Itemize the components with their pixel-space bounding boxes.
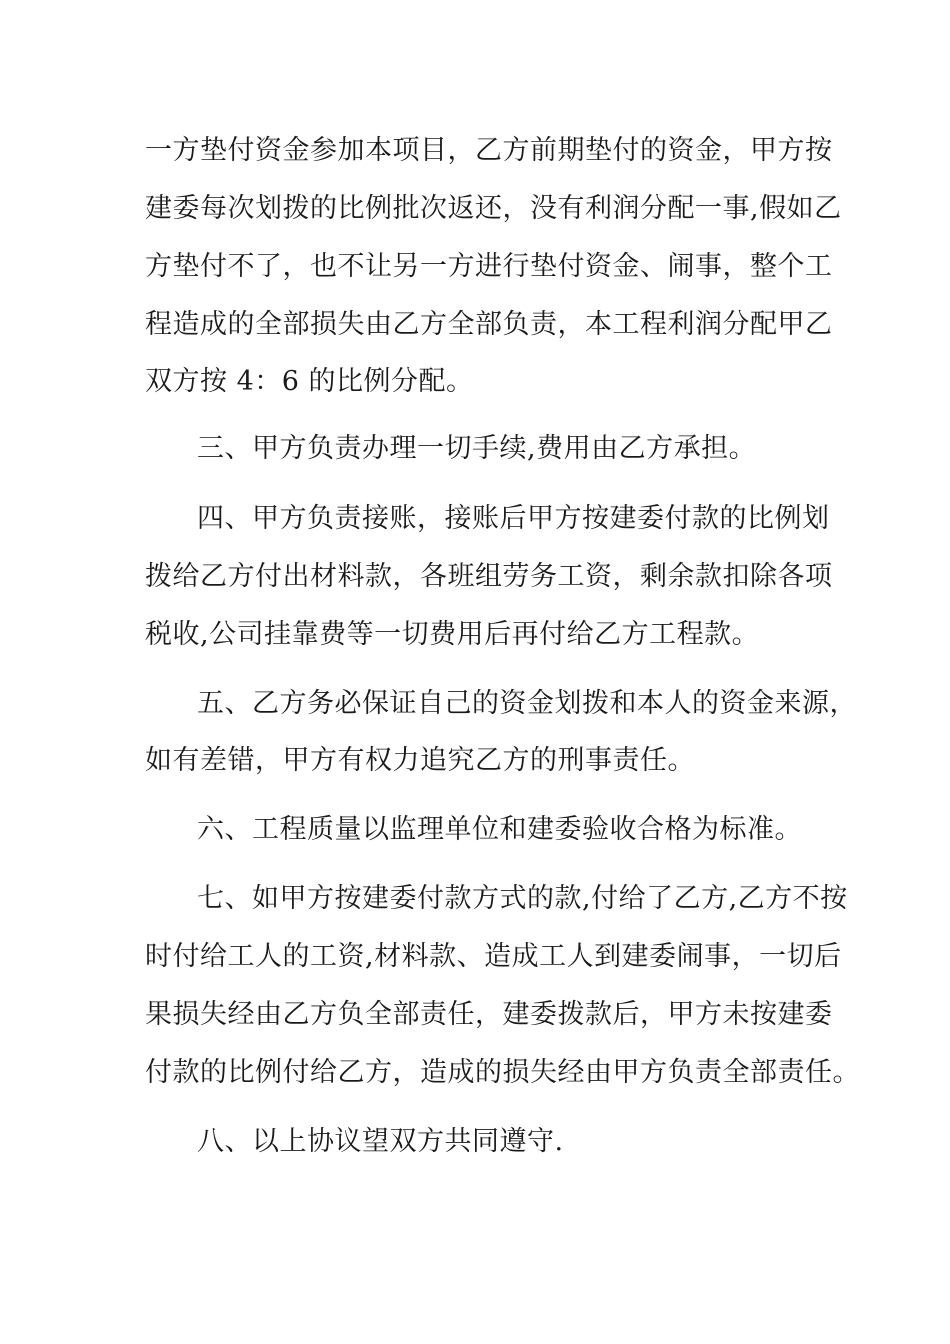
text-line: 双方按 4：6 的比例分配。 xyxy=(145,366,474,397)
text-line: 五、乙方务必保证自己的资金划拨和本人的资金来源， xyxy=(197,688,857,719)
text-line: 三、甲方负责办理一切手续,费用由乙方承担。 xyxy=(197,433,757,464)
text-line: 四、甲方负责接账，接账后甲方按建委付款的比例划 xyxy=(197,503,830,534)
text-line: 时付给工人的工资,材料款、造成工人到建委闹事，一切后 xyxy=(145,941,842,972)
text-line: 建委每次划拨的比例批次返还，没有利润分配一事,假如乙 xyxy=(145,193,842,224)
text-line: 拨给乙方付出材料款，各班组劳务工资，剩余款扣除各项 xyxy=(145,561,833,592)
text-line: 付款的比例付给乙方，造成的损失经由甲方负责全部责任。 xyxy=(145,1057,860,1088)
text-line: 八、以上协议望双方共同遵守. xyxy=(197,1126,564,1157)
text-line: 如有差错，甲方有权力追究乙方的刑事责任。 xyxy=(145,745,695,776)
text-line: 一方垫付资金参加本项目，乙方前期垫付的资金，甲方按 xyxy=(145,135,833,166)
text-line: 六、工程质量以监理单位和建委验收合格为标准。 xyxy=(197,814,802,845)
text-line: 果损失经由乙方负全部责任，建委拨款后，甲方未按建委 xyxy=(145,999,833,1030)
text-line: 七、如甲方按建委付款方式的款,付给了乙方,乙方不按 xyxy=(197,883,848,914)
text-line: 税收,公司挂靠费等一切费用后再付给乙方工程款。 xyxy=(145,619,760,650)
text-line: 程造成的全部损失由乙方全部负责，本工程利润分配甲乙 xyxy=(145,309,833,340)
text-line: 方垫付不了，也不让另一方进行垫付资金、闹事，整个工 xyxy=(145,251,833,282)
